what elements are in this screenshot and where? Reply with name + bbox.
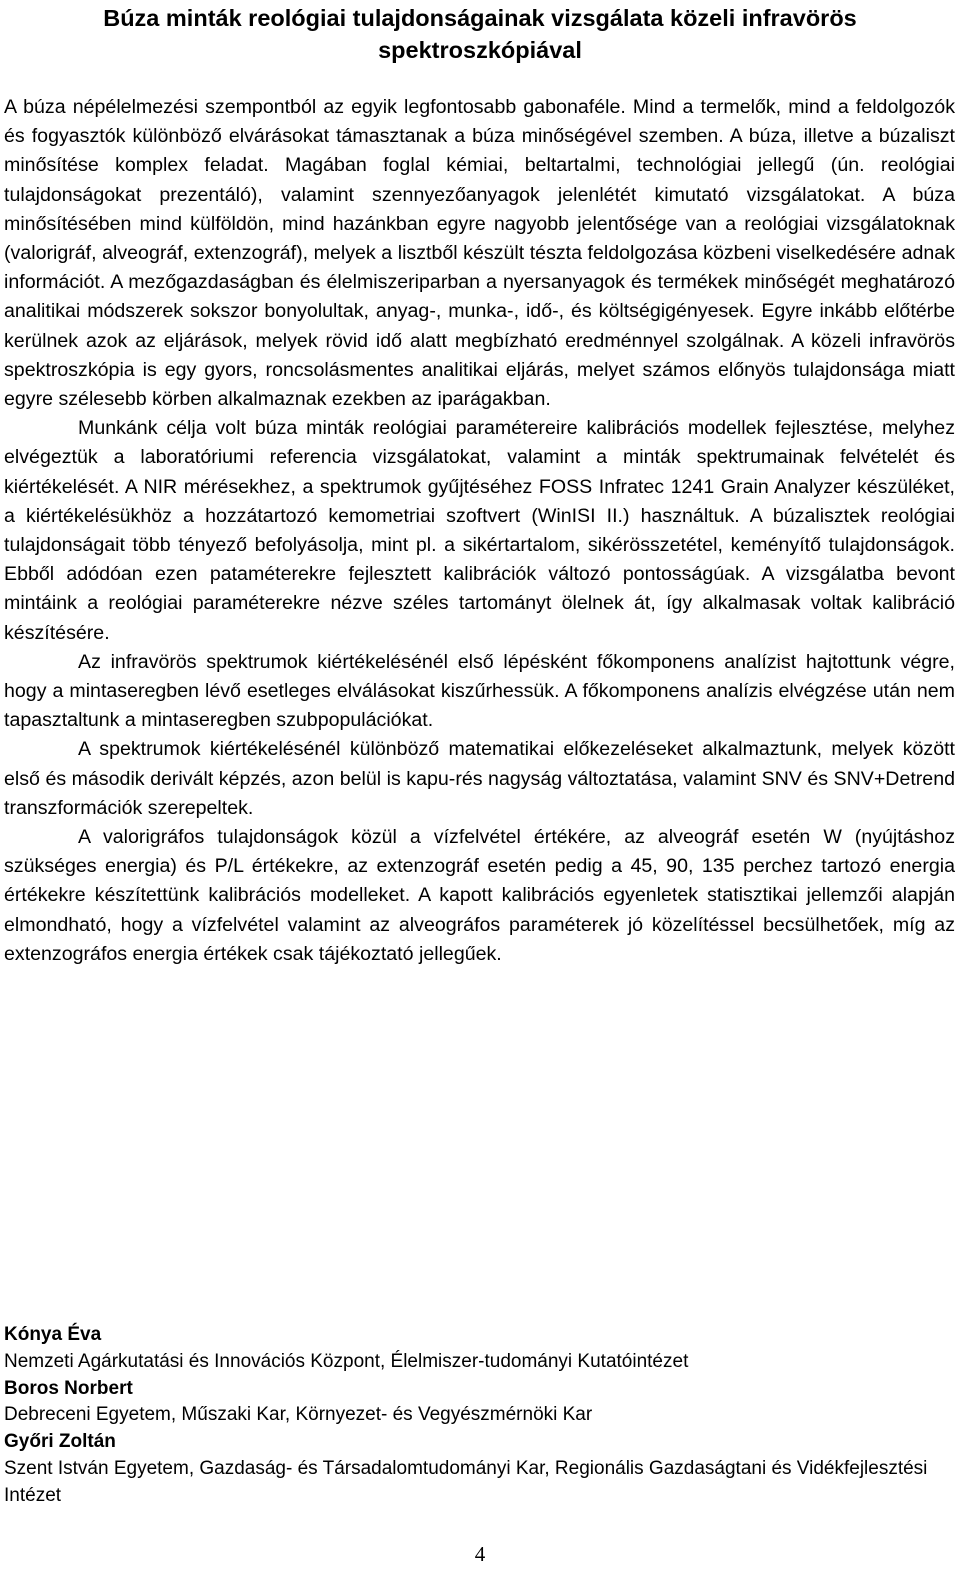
paragraph: A spektrumok kiértékelésénél különböző matematikai előkezeléseket alkalmaztunk, melyek között első és második derivált képzés, azon belül is kapu-rés nagyság változtatása, valamint SNV és SNV+Detrend transzformációk szerepeltek. [4,738,955,819]
page-number: 4 [474,1542,486,1566]
author-name: Kónya Éva [4,1324,102,1345]
author-affiliation: Nemzeti Agárkutatási és Innovációs Központ, Élelmiszer-tudományi Kutatóintézet [4,1350,689,1372]
author-list [4,1322,956,1510]
paragraph: A búza népélelmezési szempontból az egyik legfontosabb gabonaféle. Mind a termelők, mind a feldolgozók és fogyasztók különböző elvárásokat támasztanak a búza minőségével szemben. A búza, illetve a búzaliszt minősítése komplex feladat. Magában foglal kémiai, beltartalmi, technológiai jellegű (ún. reológiai tulajdonságokat prezentáló), valamint szennyezőanyagok jelenlétét kimutató vizsgálatokat. A búza minősítésében mind külföldön, mind hazánkban egyre nagyobb jelentősége van a reológiai vizsgálatoknak (valorigráf, alveográf, extenzográf), melyek a lisztből készült tészta feldolgozása közbeni viselkedésére adnak információt. A mezőgazdaságban és élelmiszeriparban a nyersanyagok és termékek minőségét meghatározó analitikai módszerek sokszor bonyolultak, anyag-, munka-, idő-, és költségigényesek. Egyre inkább előtérbe kerülnek azok az eljárások, melyek rövid idő alatt megbízható eredménnyel szolgálnak. A közeli infravörös spektroszkópia is egy gyors, roncsolásmentes analitikai eljárás, melyet számos előnyös tulajdonsága miatt egyre szélesebb körben alkalmaznak ezekben az iparágakban. [4,96,955,411]
paragraph: Az infravörös spektrumok kiértékelésénél első lépésként főkomponens analízist hajtottunk végre, hogy a mintaseregben lévő esetleges elválásokat kiszűrhessük. A főkomponens analízis elvégzése után nem tapasztaltunk a mintaseregben szubpopulációkat. [4,650,955,732]
author-affiliation: Szent István Egyetem, Gazdaság- és Társadalomtudományi Kar, Regionális Gazdaságtani és Vidékfejlesztési Intézet [4,1457,928,1506]
paragraph: A valorigráfos tulajdonságok közül a vízfelvétel értékére, az alveográf esetén W (nyújtáshoz szükséges energia) és P/L értékekre, az extenzográf esetén pedig a 45, 90, 135 perchez tartozó energia értékekre készítettünk kalibrációs modelleket. A kapott kalibrációs egyenletek statisztikai jellemzői alapján elmondható, hogy a vízfelvétel valamint az alveográfos paraméterek jó közelítéssel becsülhetőek, míg az extenzográfos energia értékek csak tájékoztató jellegűek. [4,826,955,965]
author-name: Boros Norbert [4,1377,133,1399]
paragraph: Munkánk célja volt búza minták reológiai paramétereire kalibrációs modellek fejlesztése, melyhez elvégeztük a laboratóriumi referencia vizsgálatokat, valamint a minták spektrumainak felvételét és kiértékelését. A NIR mérésekhez, a spektrumok gyűjtéséhez FOSS Infratec 1241 Grain Analyzer készüléket, a kiértékelésükhöz a hozzátartozó kemometriai szoftvert (WinISI II.) használtuk. A búzalisztek reológiai tulajdonságait több tényező befolyásolja, mint pl. a sikértartalom, sikérösszetétel, keményítő tulajdonságok. Ebből adódóan ezen pataméterekre fejlesztett kalibrációk változó pontosságúak. A vizsgálatba bevont mintáink a reológiai paraméterekre nézve széles tartományt ölelnek át, így alkalmasak voltak kalibráció készítésére. [4,417,955,644]
author-name: Győri Zoltán [4,1431,116,1453]
author-affiliation: Debreceni Egyetem, Műszaki Kar, Környezet- és Vegyészmérnöki Kar [4,1404,593,1426]
paper-title: Búza minták reológiai tulajdonságainak vizsgálata közeli infravörös spektroszkópiával [103,5,857,63]
abstract-body [4,93,955,969]
